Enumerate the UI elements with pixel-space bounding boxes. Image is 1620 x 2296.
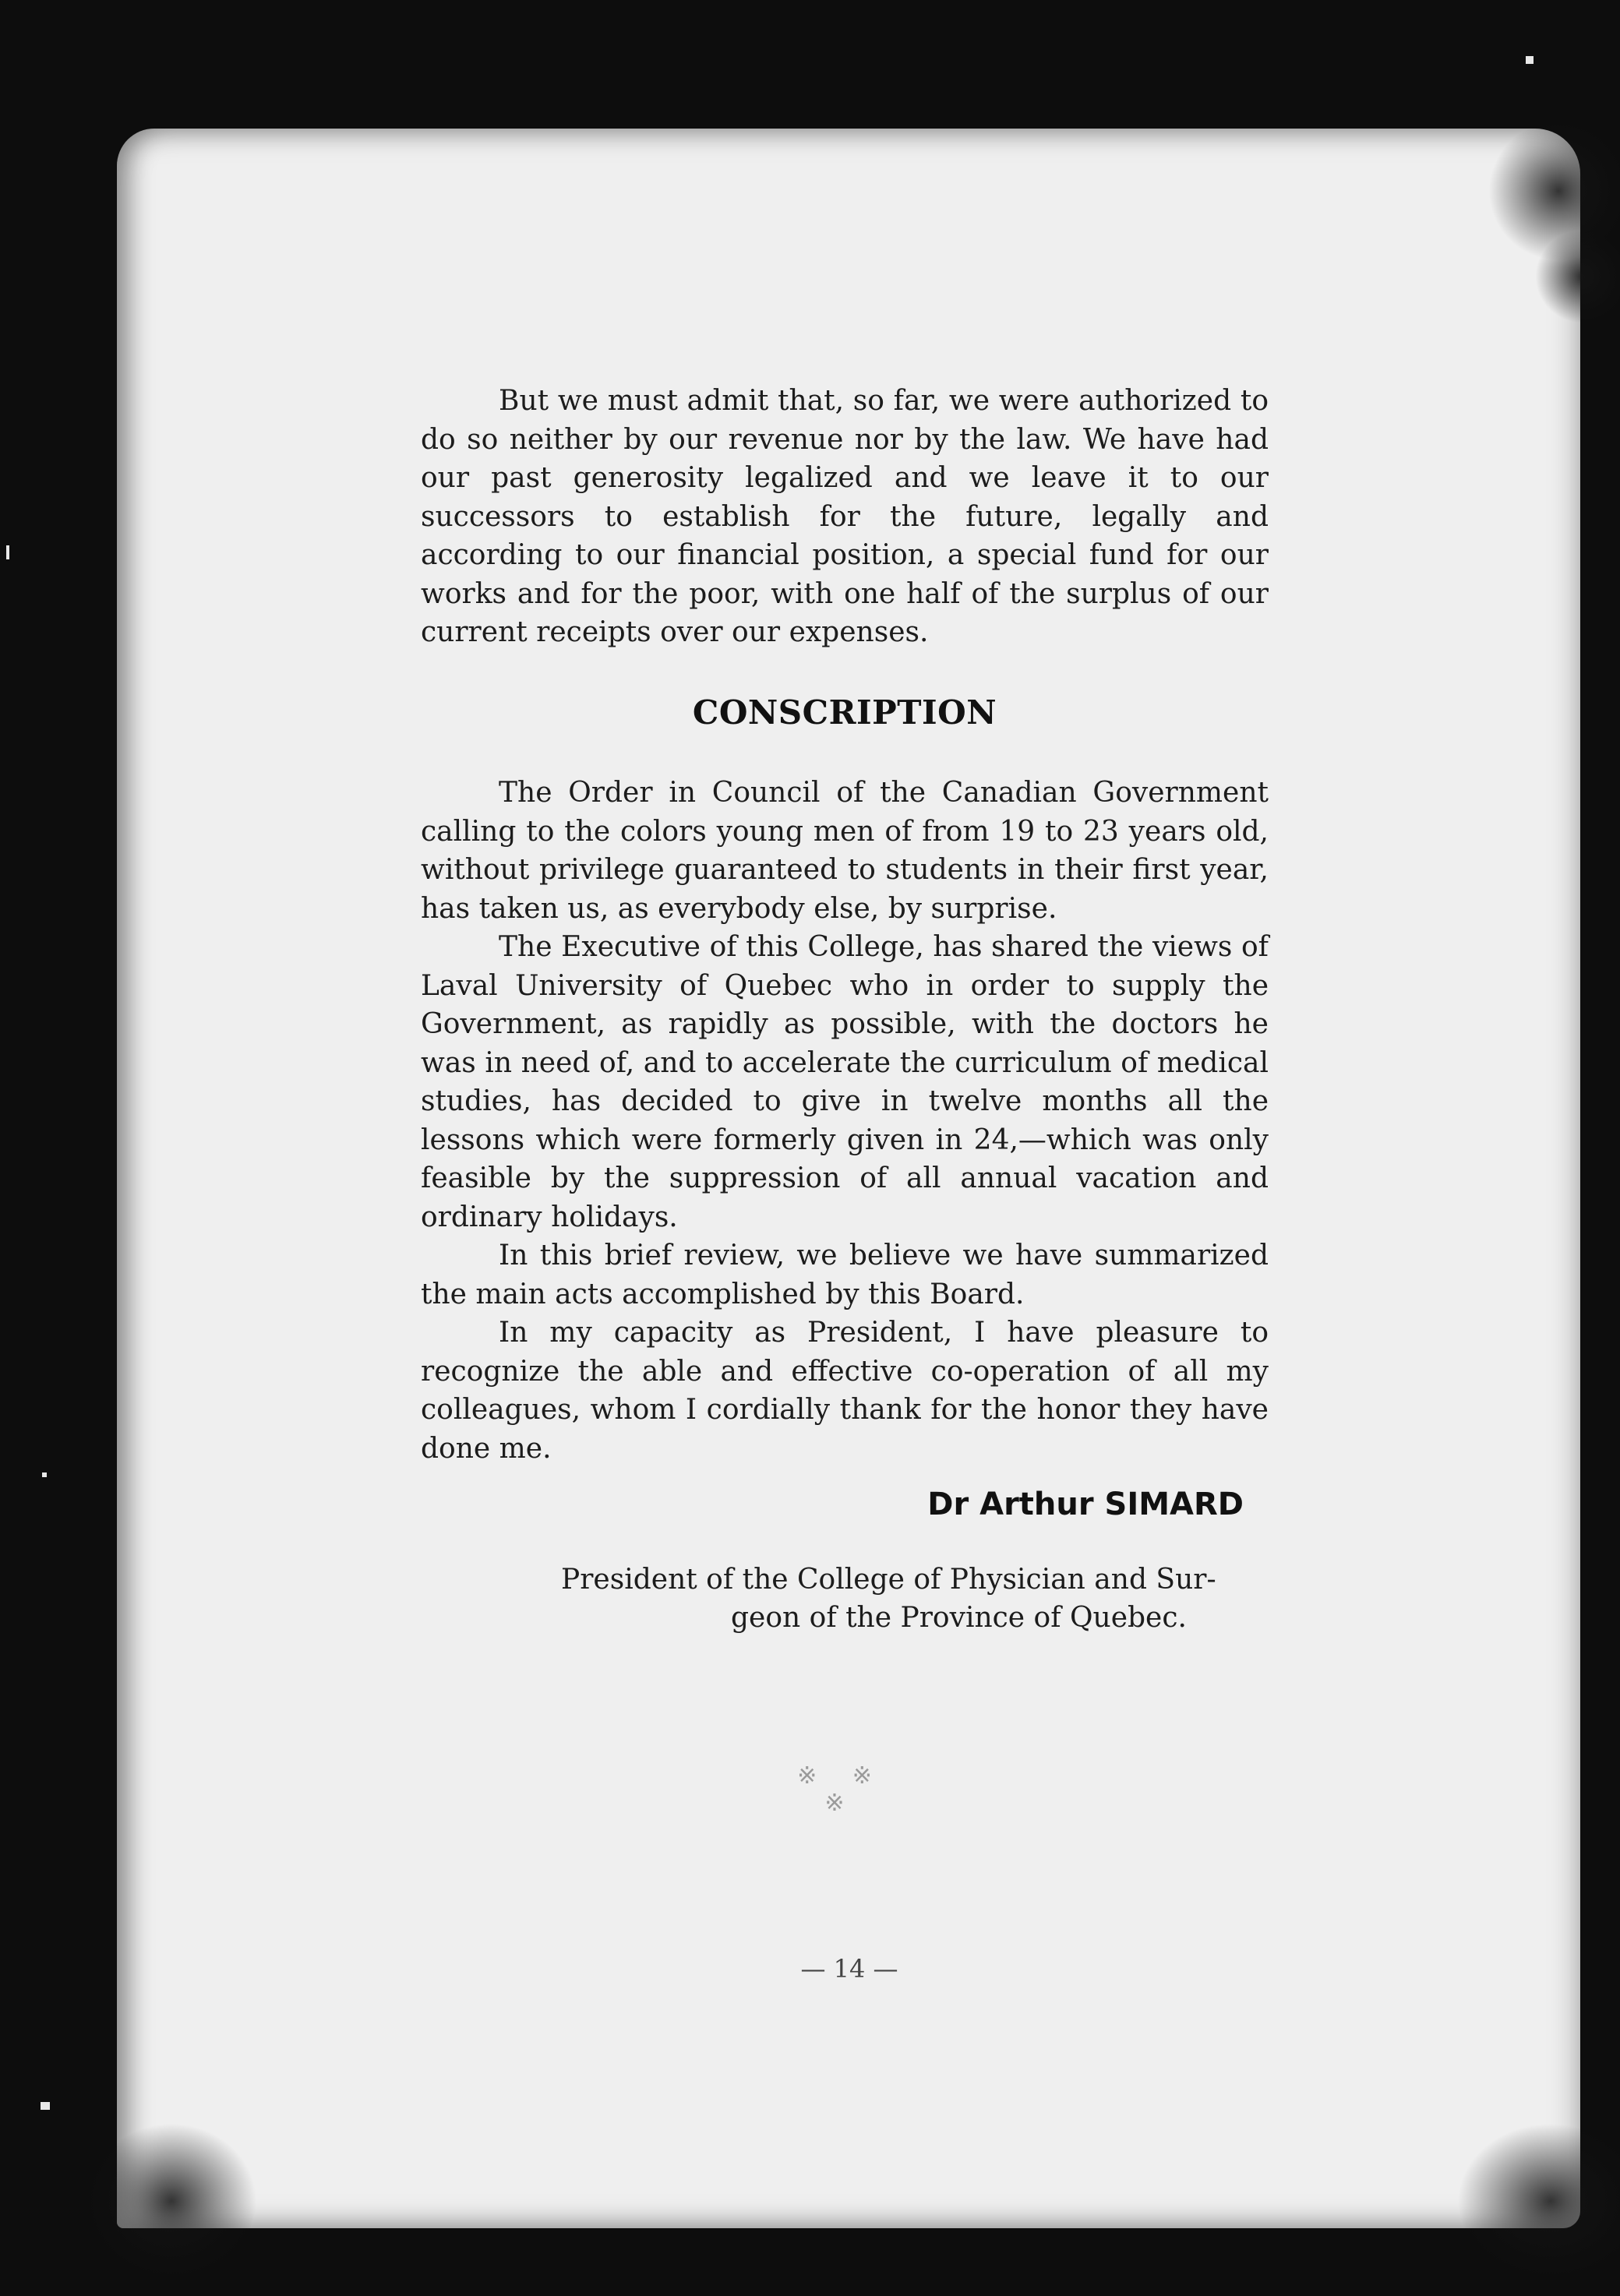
body-paragraph: In my capacity as President, I have pleasure to recognize the able and effective co-operation of all my colleagues, whom I cordially thank for the honor they have done me. [421, 1317, 1269, 1465]
section-heading: CONSCRIPTION [692, 693, 997, 732]
signature-title [561, 1561, 1278, 1637]
intro-paragraph [421, 382, 1269, 652]
body-paragraph: The Executive of this College, has shared the views of Laval University of Quebec who in order to supply the Government, as rapidly as possible, with the doctors he was in need of, and to accelerate the curriculum of medical studies, has decided to give in twelve months all the lessons which were formerly given in 24,—which was only feasible by the suppression of all annual vacation and ordinary holidays. [421, 931, 1269, 1233]
section-ornament: ※ ※ ※ [797, 1762, 886, 1817]
body-paragraph: The Order in Council of the Canadian Government calling to the colors young men of from 19 to 23 years old, without privilege guaranteed to students in their first year, has taken us, as everybody else, by surprise. [421, 777, 1269, 925]
page-number: — 14 — [800, 1954, 898, 1984]
scan-speck [42, 1472, 47, 1477]
scan-smudge [1535, 230, 1620, 323]
scan-smudge [1457, 2123, 1620, 2279]
scan-speck [6, 545, 9, 559]
scan-speck [41, 2102, 50, 2110]
intro-paragraph-text: But we must admit that, so far, we were authorized to do so neither by our revenue nor by the law. We have had our past generosity legalized and we leave it to our successors to establish for the future, legally and according to our financial position, a special fund for our works and for the poor, with one half of the surplus of our current receipts over our expenses. [421, 385, 1269, 648]
signature-title-line-1: President of the College of Physician and Sur- [561, 1564, 1216, 1596]
scan-speck [1526, 56, 1534, 64]
scan-smudge [86, 2123, 257, 2279]
signature-name: Dr Arthur SIMARD [927, 1487, 1244, 1522]
body-paragraph: In this brief review, we believe we have summarized the main acts accomplished by this Board. [421, 1240, 1269, 1310]
conscription-body [421, 774, 1269, 1468]
signature-title-line-2: geon of the Province of Quebec. [731, 1602, 1187, 1634]
